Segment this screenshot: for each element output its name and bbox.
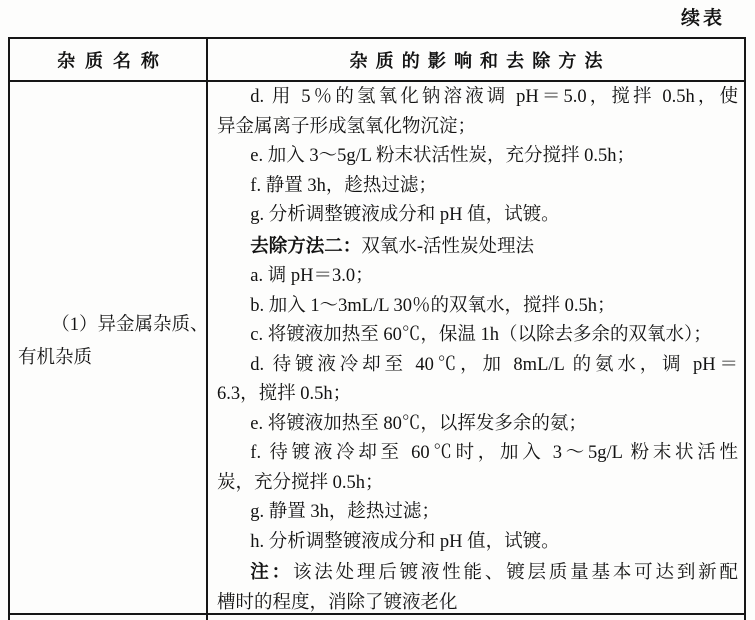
method-line: e. 加入 3～5g/L 粉末状活性炭，充分搅拌 0.5h； xyxy=(250,146,636,166)
impurity-table xyxy=(8,37,746,620)
table-body-row xyxy=(10,82,744,615)
method-line: e. 将镀液加热至 80℃，以挥发多余的氨； xyxy=(250,413,587,434)
method-line: g. 分析调整镀液成分和 pH 值，试镀。 xyxy=(250,205,560,225)
continued-table-label: 续表 xyxy=(680,8,725,29)
method-cell xyxy=(208,82,744,613)
method-line: 6.3，搅拌 0.5h； xyxy=(217,384,352,404)
next-row-sliver-left-cell xyxy=(10,615,208,620)
impurity-name-line: （1）异金属杂质、 xyxy=(51,314,209,335)
method-line: a. 调 pH＝3.0； xyxy=(250,266,374,286)
method-line: f. 待镀液冷却至 60℃时，加入 3～5g/L 粉末状活性 xyxy=(250,443,738,463)
method-line: f. 静置 3h，趁热过滤； xyxy=(250,175,437,196)
table-header-row xyxy=(10,39,744,82)
method-line: 注：该法处理后镀液性能、镀层质量基本可达到新配 xyxy=(250,561,738,583)
method-line: g. 静置 3h，趁热过滤； xyxy=(250,502,440,522)
method-line: 炭，充分搅拌 0.5h； xyxy=(217,472,384,493)
method-line: 槽时的程度，消除了镀液老化 xyxy=(217,592,458,613)
header-cell-impurity-name: 杂质名称 xyxy=(10,39,208,80)
impurity-name-cell xyxy=(10,82,208,613)
method-line: d. 用 5％的氢氧化钠溶液调 pH＝5.0，搅拌 0.5h，使 xyxy=(250,87,738,107)
method-line: b. 加入 1～3mL/L 30％的双氧水，搅拌 0.5h； xyxy=(250,295,616,316)
method-line: d. 待镀液冷却至 40℃，加 8mL/L 的氨水，调 pH＝ xyxy=(250,354,738,375)
header-cell-impurity-effect-removal: 杂质的影响和去除方法 xyxy=(349,50,611,71)
method-line: h. 分析调整镀液成分和 pH 值，试镀。 xyxy=(250,531,560,552)
method-line: c. 将镀液加热至 60℃，保温 1h（以除去多余的双氧水）； xyxy=(250,325,712,345)
method-line: 去除方法二：双氧水-活性炭处理法 xyxy=(250,234,534,257)
method-line: 异金属离子形成氢氧化物沉淀； xyxy=(217,116,477,137)
impurity-name-line: 有机杂质 xyxy=(18,347,93,368)
